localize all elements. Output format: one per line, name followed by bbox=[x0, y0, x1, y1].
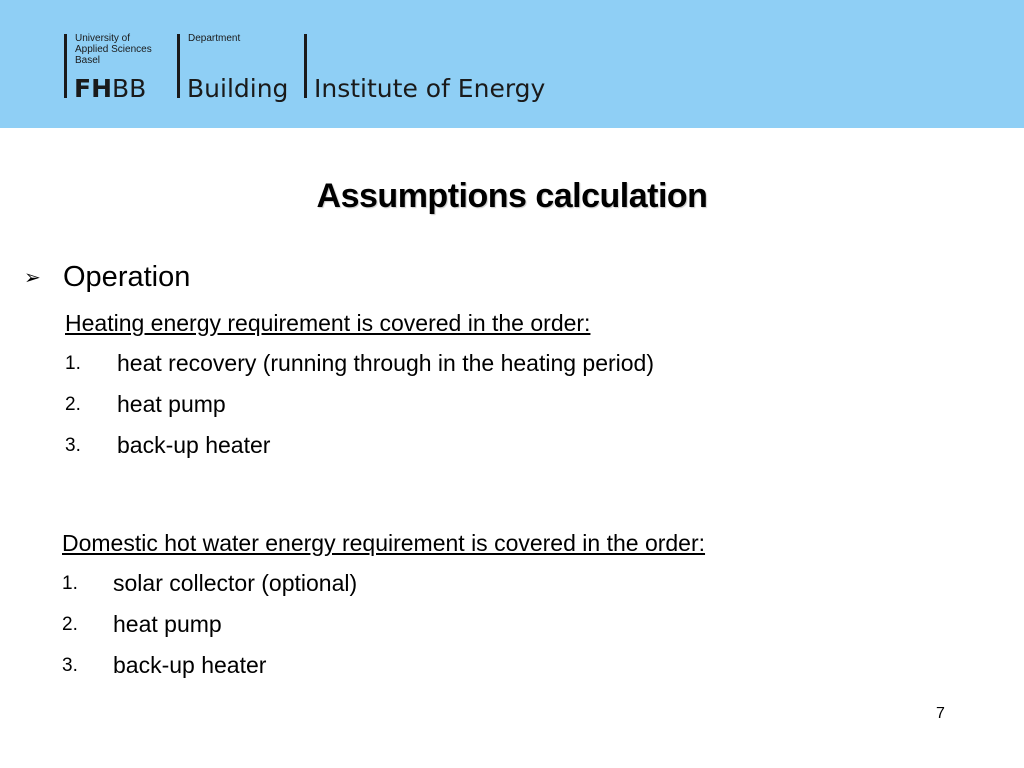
university-line-2: Applied Sciences bbox=[75, 44, 152, 55]
logo-divider-university bbox=[64, 34, 67, 98]
dhw-heading: Domestic hot water energy requirement is covered in the order: bbox=[62, 530, 706, 556]
logo-divider-institute bbox=[304, 34, 307, 98]
slide-title: Assumptions calculation bbox=[316, 177, 708, 215]
arrow-bullet-icon: ➢ bbox=[24, 267, 41, 289]
dhw-item-number: 3. bbox=[62, 655, 78, 676]
dhw-item-text: back-up heater bbox=[113, 652, 267, 678]
page-number: 7 bbox=[936, 705, 945, 722]
heating-item-number: 3. bbox=[65, 435, 81, 456]
header-banner bbox=[0, 0, 1024, 128]
heating-item-text: heat pump bbox=[117, 391, 226, 417]
heating-item-text: heat recovery (running through in the heating period) bbox=[117, 350, 655, 376]
dhw-item-number: 1. bbox=[62, 573, 78, 594]
section-title: Operation bbox=[63, 261, 191, 293]
heating-heading: Heating energy requirement is covered in the order: bbox=[65, 310, 591, 336]
dhw-item-number: 2. bbox=[62, 614, 78, 635]
dhw-item-text: heat pump bbox=[113, 611, 222, 637]
fhbb-logo-rest: BB bbox=[112, 74, 147, 103]
fhbb-logo bbox=[74, 75, 146, 103]
heating-item-text: back-up heater bbox=[117, 432, 271, 458]
institute-name: Institute of Energy bbox=[314, 74, 546, 103]
university-line-1: University of bbox=[75, 33, 131, 44]
logo-divider-department bbox=[177, 34, 180, 98]
heating-item-number: 2. bbox=[65, 394, 81, 415]
department-label: Department bbox=[188, 33, 241, 44]
heating-item-number: 1. bbox=[65, 353, 81, 374]
dhw-item-text: solar collector (optional) bbox=[113, 570, 358, 596]
fhbb-logo-bold: FH bbox=[74, 74, 113, 103]
department-name: Building bbox=[187, 74, 289, 103]
university-line-3: Basel bbox=[75, 55, 101, 66]
